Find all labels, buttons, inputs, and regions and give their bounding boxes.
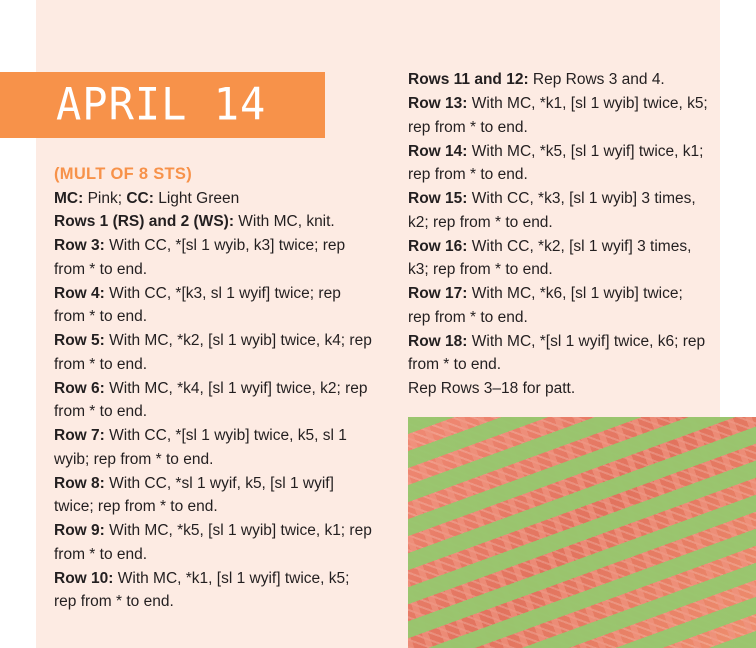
row-label: Row 16: xyxy=(408,237,468,255)
row-label: Row 3: xyxy=(54,237,105,254)
row-text: With MC, *k5, [sl 1 wyif] twice, k1; rep from * to end. xyxy=(408,142,704,183)
row-label: Row 7: xyxy=(54,427,105,444)
row-label: Row 10: xyxy=(54,569,114,587)
pattern-row xyxy=(408,282,708,329)
row-label: Row 15: xyxy=(408,190,468,207)
row-text: With CC, *[k3, sl 1 wyif] twice; rep from * to end. xyxy=(54,284,341,325)
pattern-row xyxy=(54,424,372,471)
row-label: Row 5: xyxy=(54,332,105,349)
row-text: With CC, *k3, [sl 1 wyib] 3 times, k2; rep from * to end. xyxy=(408,190,696,231)
row-text: With CC, *[sl 1 wyib] twice, k5, sl 1 wyib; rep from * to end. xyxy=(54,427,347,468)
row-text: With MC, *k1, [sl 1 wyif] twice, k5; rep from * to end. xyxy=(54,569,350,610)
row-text: Rep Rows 3 and 4. xyxy=(528,71,665,88)
cc-value: Light Green xyxy=(153,189,240,207)
row-text: With MC, *k5, [sl 1 wyib] twice, k1; rep from * to end. xyxy=(54,522,372,563)
row-label: Rows 1 (RS) and 2 (WS): xyxy=(54,213,234,230)
pattern-row xyxy=(408,235,708,282)
row-text: With CC, *sl 1 wyif, k5, [sl 1 wyif] twice; rep from * to end. xyxy=(54,474,334,515)
pattern-row xyxy=(54,234,372,281)
row-text: With MC, *k6, [sl 1 wyib] twice; rep from * to end. xyxy=(408,285,683,326)
pattern-column-right xyxy=(408,68,708,401)
row-text: With MC, knit. xyxy=(233,213,335,230)
row-label: Row 14: xyxy=(408,142,468,160)
row-label: Row 9: xyxy=(54,522,105,539)
row-label: Row 18: xyxy=(408,332,468,350)
pattern-row xyxy=(408,140,708,187)
mc-label: MC: xyxy=(54,189,84,207)
pattern-row xyxy=(54,472,372,519)
page-title: APRIL 14 xyxy=(56,78,267,131)
row-text: With MC, *k4, [sl 1 wyif] twice, k2; rep from * to end. xyxy=(54,379,368,420)
row-label: Row 8: xyxy=(54,474,105,492)
pattern-row xyxy=(54,377,372,424)
repeat-note: Rep Rows 3–18 for patt. xyxy=(408,380,576,397)
pattern-row xyxy=(54,329,372,376)
row-label: Rows 11 and 12: xyxy=(408,71,529,88)
pattern-row xyxy=(54,210,372,234)
row-label: Row 17: xyxy=(408,285,468,302)
row-label: Row 13: xyxy=(408,95,468,112)
pattern-row xyxy=(408,330,708,377)
pattern-row xyxy=(408,187,708,234)
pattern-column-left xyxy=(54,163,372,614)
pattern-row xyxy=(54,519,372,566)
row-label: Row 4: xyxy=(54,284,105,302)
stitch-multiple: (MULT OF 8 STS) xyxy=(54,165,193,183)
mc-value: Pink; xyxy=(83,189,127,207)
pattern-row xyxy=(408,92,708,139)
row-text: With MC, *k1, [sl 1 wyib] twice, k5; rep from * to end. xyxy=(408,95,708,136)
row-label: Row 6: xyxy=(54,379,105,397)
pattern-row xyxy=(408,68,708,92)
row-text: With MC, *k2, [sl 1 wyib] twice, k4; rep from * to end. xyxy=(54,332,372,373)
row-text: With MC, *[sl 1 wyif] twice, k6; rep from * to end. xyxy=(408,332,706,373)
pattern-row xyxy=(54,567,372,614)
pattern-row xyxy=(54,282,372,329)
knitted-swatch-photo xyxy=(408,417,756,648)
cc-label: CC: xyxy=(126,189,154,207)
row-text: With CC, *[sl 1 wyib, k3] twice; rep from * to end. xyxy=(54,237,346,278)
color-key xyxy=(54,187,372,211)
row-text: With CC, *k2, [sl 1 wyif] 3 times, k3; rep from * to end. xyxy=(408,237,692,278)
